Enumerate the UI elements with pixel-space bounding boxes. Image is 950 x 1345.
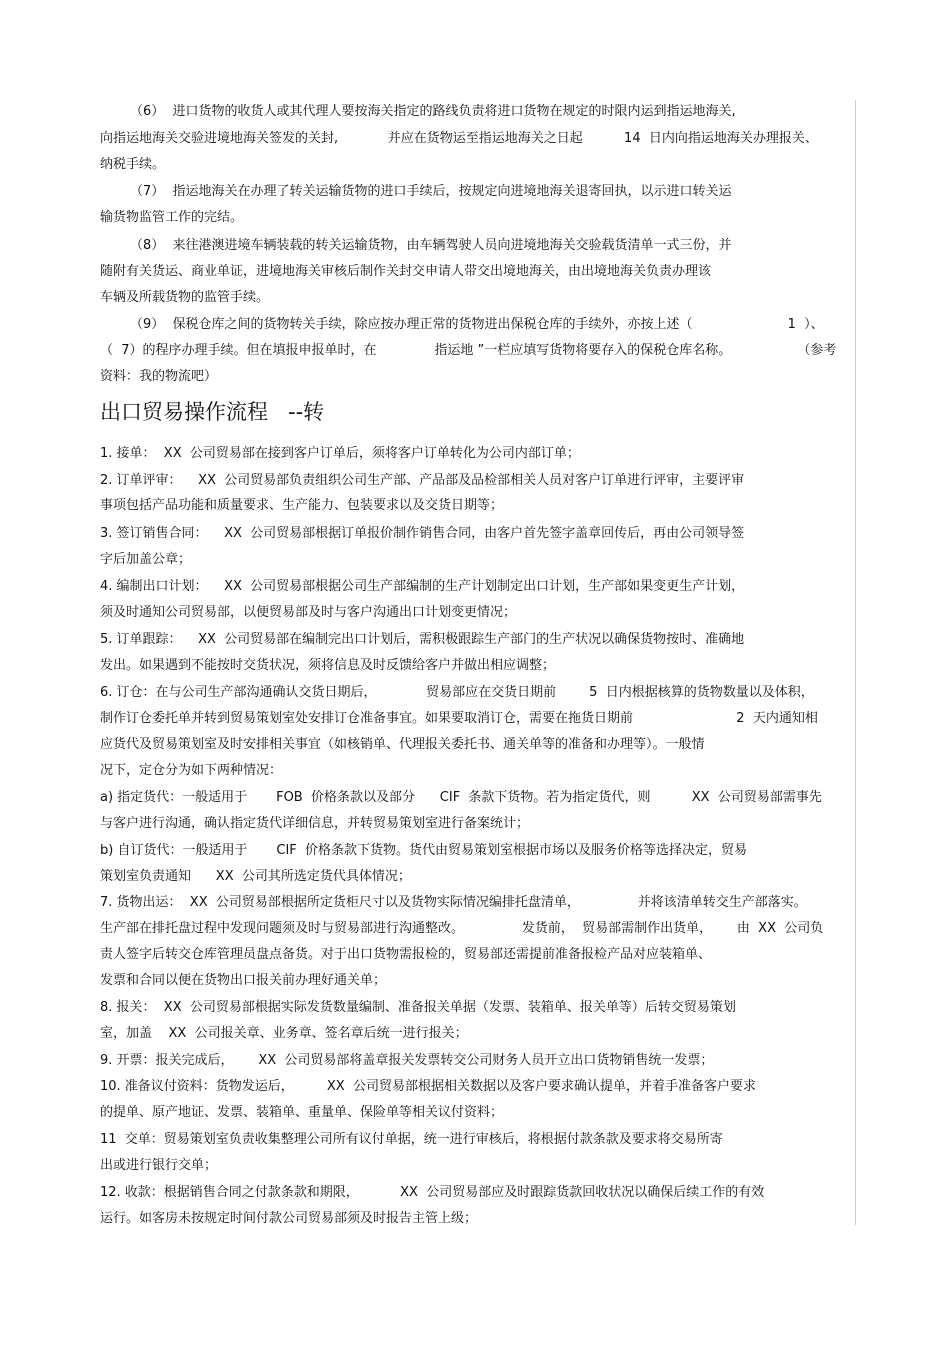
text-line: 6. 订仓：在与公司生产部沟通确认交货日期后， 贸易部应在交货日期前 5 日内根据核算的货物数量以及体积，: [100, 685, 814, 700]
text-line: 11 交单：贸易策划室负责收集整理公司所有议付单据，统一进行审核后，将根据付款条款及要求将交易所寄: [100, 1132, 723, 1147]
text-line: 车辆及所载货物的监管手续。: [100, 290, 270, 305]
text-line: 5. 订单跟踪： XX 公司贸易部在编制完出口计划后，需积极跟踪生产部门的生产状况以确保货物按时、准确地: [100, 632, 745, 647]
text-line: 9. 开票：报关完成后， XX 公司贸易部将盖章报关发票转交公司财务人员开立出口货物销售统一发票；: [100, 1053, 714, 1068]
text-line: 2. 订单评审： XX 公司贸易部负责组织公司生产部、产品部及品检部相关人员对客户订单进行评审，主要评审: [100, 473, 745, 488]
text-line: 生产部在排托盘过程中发现问题须及时与贸易部进行沟通整改。 发货前， 贸易部需制作出货单， 由 XX 公司负: [100, 921, 824, 936]
text-line: 况下，定仓分为如下两种情况：: [100, 763, 283, 778]
text-line: 字后加盖公章；: [100, 552, 192, 567]
text-line: 7. 货物出运： XX 公司贸易部根据所定货柜尺寸以及货物实际情况编排托盘清单， 并将该清单转交生产部落实。: [100, 895, 807, 910]
text-line: 与客户进行沟通，确认指定货代详细信息，并转贸易策划室进行备案统计；: [100, 816, 530, 831]
text-line: （9） 保税仓库之间的货物转关手续，除应按办理正常的货物进出保税仓库的手续外，亦按上述（ 1 ）、: [130, 317, 824, 332]
text-line: （6） 进口货物的收货人或其代理人要按海关指定的路线负责将进口货物在规定的时限内运到指运地海关,: [130, 104, 736, 119]
text-line: （7） 指运地海关在办理了转关运输货物的进口手续后，按规定向进境地海关退寄回执，以示进口转关运: [130, 184, 732, 199]
text-line: a) 指定货代：一般适用于 FOB 价格条款以及部分 CIF 条款下货物。若为指定货代，则 XX 公司贸易部需事先: [100, 790, 822, 805]
text-line: 须及时通知公司贸易部，以便贸易部及时与客户沟通出口计划变更情况；: [100, 605, 517, 620]
text-line: 向指运地海关交验进境地海关签发的关封, 并应在货物运至指运地海关之日起 14 日内向指运地海关办理报关、: [100, 131, 818, 146]
text-line: 8. 报关： XX 公司贸易部根据实际发货数量编制、准备报关单据（发票、装箱单、报关单等）后转交贸易策划: [100, 1000, 736, 1015]
text-line: 3. 签订销售合同： XX 公司贸易部根据订单报价制作销售合同，由客户首先签字盖章回传后，再由公司领导签: [100, 526, 745, 541]
section-heading: 出口贸易操作流程 --转: [100, 400, 325, 424]
text-line: 发票和合同以便在货物出口报关前办理好通关单；: [100, 973, 387, 988]
text-line: 4. 编制出口计划： XX 公司贸易部根据公司生产部编制的生产计划制定出口计划，生产部如果变更生产计划，: [100, 579, 745, 594]
text-line: 责人签字后转交仓库管理员盘点备货。对于出口货物需报检的，贸易部还需提前准备报检产品对应装箱单、: [100, 947, 712, 962]
text-line: 制作订仓委托单并转到贸易策划室处安排订仓准备事宜。如果要取消订仓，需要在拖货日期前 2 天内通知相: [100, 711, 818, 726]
text-line: 1. 接单： XX 公司贸易部在接到客户订单后，须将客户订单转化为公司内部订单；: [100, 446, 580, 461]
text-line: 运行。如客房未按规定时间付款公司贸易部须及时报告主管上级；: [100, 1211, 478, 1226]
text-line: 输货物监管工作的完结。: [100, 210, 244, 225]
text-line: 随附有关货运、商业单证，进境地海关审核后制作关封交申请人带交出境地海关，由出境地海关负责办理该: [100, 264, 712, 279]
text-line: 策划室负责通知 XX 公司其所选定货代具体情况；: [100, 869, 411, 884]
text-line: 12. 收款：根据销售合同之付款条款和期限， XX 公司贸易部应及时跟踪货款回收状况以确保后续工作的有效: [100, 1185, 765, 1200]
text-line: 10. 准备议付资料：货物发运后， XX 公司贸易部根据相关数据以及客户要求确认提单，并着手准备客户要求: [100, 1079, 756, 1094]
text-line: 的提单、原产地证、发票、装箱单、重量单、保险单等相关议付资料；: [100, 1105, 504, 1120]
text-line: 室，加盖 XX 公司报关章、业务章、签名章后统一进行报关；: [100, 1026, 468, 1041]
text-line: 事项包括产品功能和质量要求、生产能力、包装要求以及交货日期等；: [100, 498, 504, 513]
text-line: （8） 来往港澳进境车辆装载的转关运输货物，由车辆驾驶人员向进境地海关交验载货清单一式三份，并: [130, 238, 732, 253]
text-line: （ 7）的程序办理手续。但在填报申报单时，在 指运地 ”一栏应填写货物将要存入的保税仓库名称。 （参考: [100, 343, 837, 358]
right-margin-rule: [855, 100, 856, 1225]
text-line: 资料：我的物流吧）: [100, 369, 218, 384]
text-line: 发出。如果遇到不能按时交货状况，须将信息及时反馈给客户并做出相应调整；: [100, 658, 556, 673]
text-line: 出或进行银行交单；: [100, 1158, 218, 1173]
text-line: 纳税手续。: [100, 157, 166, 172]
text-line: 应货代及贸易策划室及时安排相关事宜（如核销单、代理报关委托书、通关单等的准备和办理等）。一般情: [100, 737, 705, 752]
text-line: b) 自订货代：一般适用于 CIF 价格条款下货物。货代由贸易策划室根据市场以及服务价格等选择决定，贸易: [100, 843, 748, 858]
